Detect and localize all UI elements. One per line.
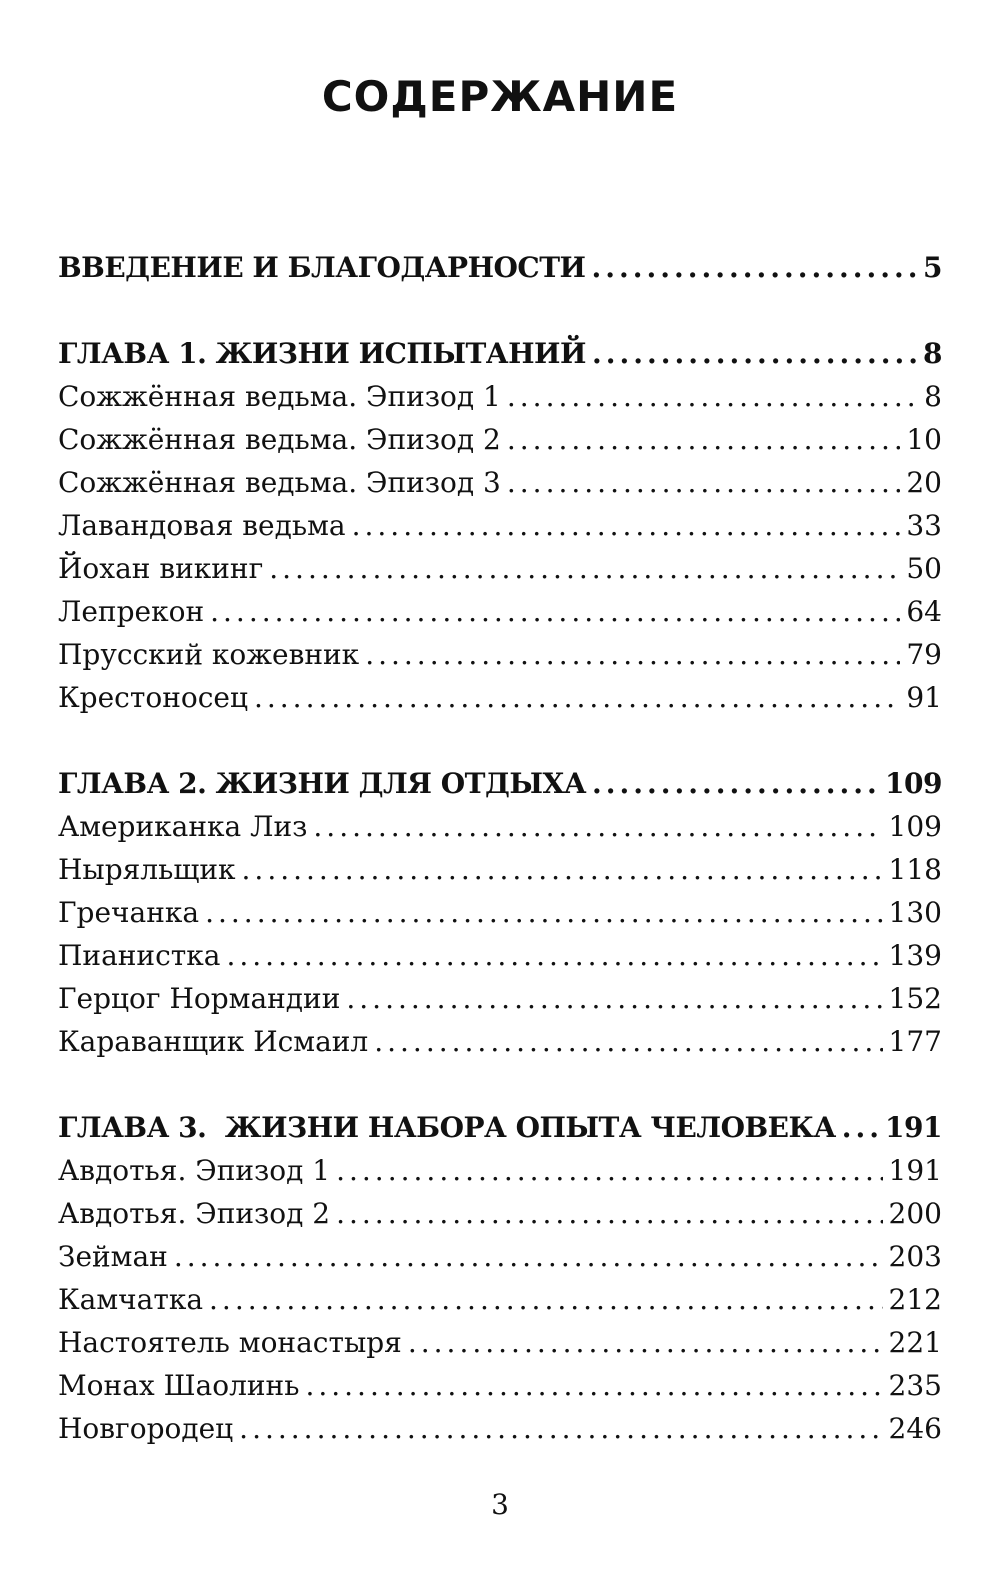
toc-entry[interactable]: [58, 1235, 942, 1278]
dot-leader: [174, 1235, 883, 1278]
toc-entry-label: Гречанка: [58, 896, 200, 929]
dot-leader: [239, 1407, 882, 1450]
toc-chapter-page: 109: [885, 767, 942, 800]
toc-entry-label: Прусский кожевник: [58, 638, 360, 671]
dot-leader: [592, 762, 879, 805]
toc-entry-label: Караванщик Исмаил: [58, 1025, 369, 1058]
toc-entry-page: 50: [906, 552, 942, 585]
toc-entry-label: Американка Лиз: [58, 810, 308, 843]
toc-chapter-page: 8: [923, 337, 942, 370]
toc-entry[interactable]: [58, 1321, 942, 1364]
toc-intro-entry[interactable]: [58, 246, 942, 289]
page-number: 3: [491, 1488, 509, 1521]
dot-leader: [210, 590, 900, 633]
dot-leader: [842, 1106, 879, 1149]
toc-entry-label: Сожжённая ведьма. Эпизод 1: [58, 380, 501, 413]
toc-entry[interactable]: [58, 1149, 942, 1192]
dot-leader: [352, 504, 901, 547]
toc-entry-label: Сожжённая ведьма. Эпизод 2: [58, 423, 501, 456]
dot-leader: [209, 1278, 883, 1321]
toc-chapter-page: 191: [885, 1111, 942, 1144]
page-title: СОДЕРЖАНИЕ: [321, 72, 679, 121]
toc-entry-page: 235: [888, 1369, 942, 1402]
toc-entry-label: Йохан викинг: [58, 552, 264, 585]
toc-entry[interactable]: [58, 891, 942, 934]
dot-leader: [305, 1364, 882, 1407]
toc-entry-label: Авдотья. Эпизод 1: [58, 1154, 331, 1187]
table-of-contents: [58, 246, 942, 1450]
toc-entry-label: Камчатка: [58, 1283, 204, 1316]
dot-leader: [592, 246, 918, 289]
dot-leader: [507, 418, 900, 461]
toc-entry[interactable]: [58, 1407, 942, 1450]
toc-entry-label: Пианистка: [58, 939, 221, 972]
dot-leader: [507, 461, 900, 504]
toc-entry[interactable]: [58, 547, 942, 590]
toc-entry-page: 33: [906, 509, 942, 542]
toc-entry-page: 118: [888, 853, 942, 886]
dot-leader: [408, 1321, 883, 1364]
toc-chapter-3-heading[interactable]: [58, 1106, 942, 1149]
dot-leader: [269, 547, 900, 590]
dot-leader: [226, 934, 882, 977]
toc-entry-page: 5: [923, 251, 942, 284]
toc-entry-page: 152: [888, 982, 942, 1015]
dot-leader: [365, 633, 900, 676]
dot-leader: [205, 891, 882, 934]
toc-entry-page: 20: [906, 466, 942, 499]
toc-entry[interactable]: [58, 1192, 942, 1235]
toc-entry[interactable]: [58, 375, 942, 418]
toc-entry[interactable]: [58, 676, 942, 719]
toc-entry-page: 130: [888, 896, 942, 929]
dot-leader: [254, 676, 900, 719]
toc-entry-page: 177: [888, 1025, 942, 1058]
dot-leader: [592, 332, 917, 375]
toc-entry-page: 139: [888, 939, 942, 972]
toc-chapter-label: ГЛАВА 2. ЖИЗНИ ДЛЯ ОТДЫХА: [58, 767, 587, 800]
toc-entry-page: 79: [906, 638, 942, 671]
toc-entry-label: Монах Шаолинь: [58, 1369, 300, 1402]
dot-leader: [242, 848, 883, 891]
dot-leader: [374, 1020, 882, 1063]
toc-entry[interactable]: [58, 805, 942, 848]
toc-entry-page: 191: [888, 1154, 942, 1187]
toc-entry-page: 246: [888, 1412, 942, 1445]
dot-leader: [507, 375, 918, 418]
toc-chapter-label: ГЛАВА 3. ЖИЗНИ НАБОРА ОПЫТА ЧЕЛОВЕКА: [58, 1111, 836, 1144]
toc-chapter-1-heading[interactable]: [58, 332, 942, 375]
toc-entry-page: 109: [888, 810, 942, 843]
toc-entry-label: Авдотья. Эпизод 2: [58, 1197, 331, 1230]
toc-entry-page: 221: [888, 1326, 942, 1359]
toc-entry-page: 91: [906, 681, 942, 714]
toc-entry-page: 212: [888, 1283, 942, 1316]
toc-entry[interactable]: [58, 590, 942, 633]
toc-entry-page: 64: [906, 595, 942, 628]
dot-leader: [336, 1192, 882, 1235]
toc-entry-label: Ныряльщик: [58, 853, 236, 886]
toc-entry[interactable]: [58, 934, 942, 977]
toc-entry[interactable]: [58, 1278, 942, 1321]
toc-entry-page: 8: [924, 380, 942, 413]
toc-entry[interactable]: [58, 633, 942, 676]
toc-entry-page: 10: [906, 423, 942, 456]
toc-entry[interactable]: [58, 418, 942, 461]
dot-leader: [336, 1149, 882, 1192]
toc-entry-label: Настоятель монастыря: [58, 1326, 402, 1359]
dot-leader: [346, 977, 882, 1020]
toc-entry[interactable]: [58, 504, 942, 547]
toc-entry-label: Лепрекон: [58, 595, 205, 628]
toc-entry-page: 200: [888, 1197, 942, 1230]
toc-entry[interactable]: [58, 1020, 942, 1063]
toc-entry[interactable]: [58, 848, 942, 891]
toc-entry-label: Новгородец: [58, 1412, 234, 1445]
toc-entry-label: Герцог Нормандии: [58, 982, 341, 1015]
toc-entry[interactable]: [58, 1364, 942, 1407]
toc-entry[interactable]: [58, 461, 942, 504]
toc-chapter-2-heading[interactable]: [58, 762, 942, 805]
toc-entry-label: ВВЕДЕНИЕ И БЛАГОДАРНОСТИ: [58, 251, 586, 284]
toc-entry-label: Крестоносец: [58, 681, 248, 714]
toc-entry[interactable]: [58, 977, 942, 1020]
toc-entry-label: Лавандовая ведьма: [58, 509, 346, 542]
toc-entry-page: 203: [888, 1240, 942, 1273]
toc-entry-label: Сожжённая ведьма. Эпизод 3: [58, 466, 501, 499]
toc-entry-label: Зейман: [58, 1240, 168, 1273]
toc-chapter-label: ГЛАВА 1. ЖИЗНИ ИСПЫТАНИЙ: [58, 337, 586, 370]
dot-leader: [313, 805, 882, 848]
